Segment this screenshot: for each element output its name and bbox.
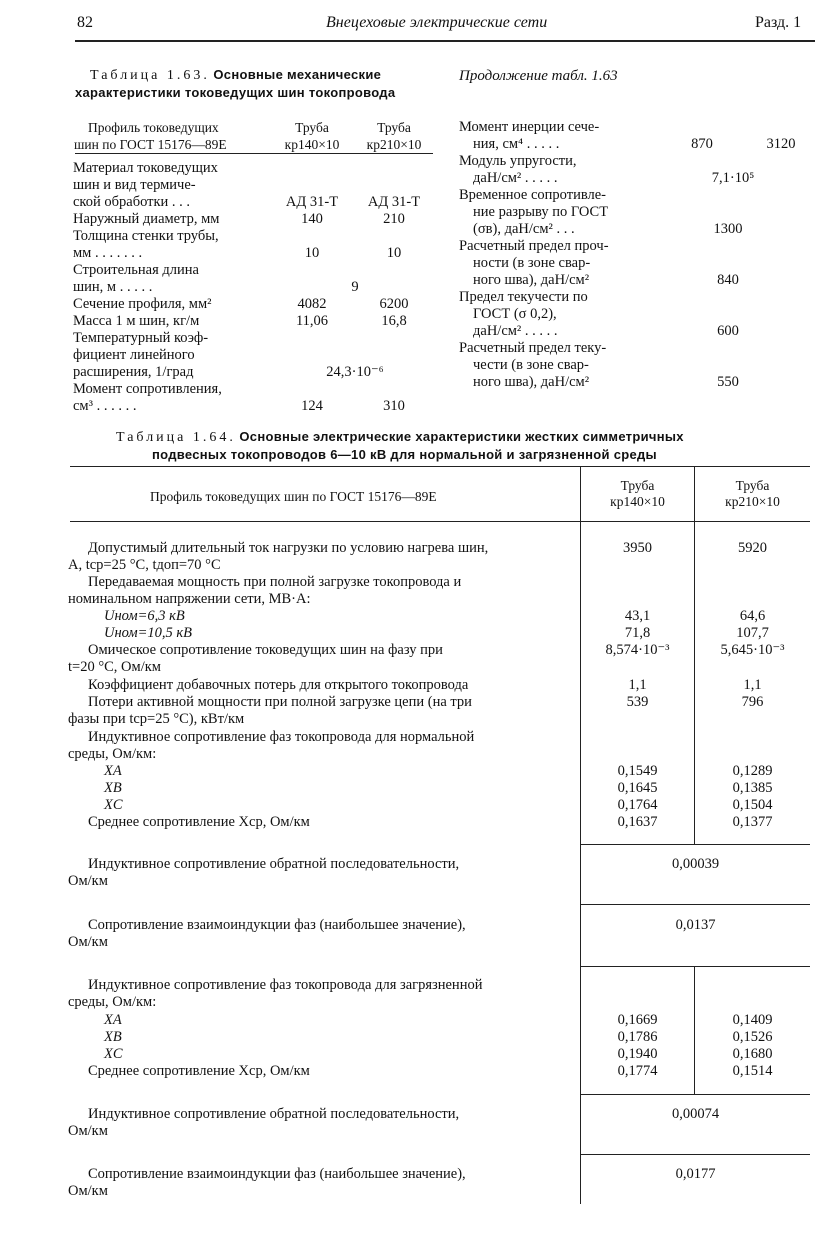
table164-row-label: XA [104,1012,122,1028]
table164-cell: 3950 [623,540,652,556]
table163-cell: 870 [691,136,713,152]
table164-row-label: Среднее сопротивление Xср, Ом/км [88,814,310,830]
table164-cell: 1,1 [628,677,647,693]
table163-cell: 24,3·10⁻⁶ [326,364,384,380]
table164-cell: 71,8 [624,625,651,641]
table164-cell: 0,1940 [617,1046,658,1062]
table163-row-label: Момент инерции сече- ния, см⁴ . . . . . [459,119,600,152]
table164-cell: 0,0137 [675,917,716,933]
table164-hline [580,1094,810,1095]
table164-row-label: XB [104,780,122,796]
table164-row-label: Uном=6,3 кВ [104,608,185,624]
table164-row-label: Индуктивное сопротивление обратной последовательности, Ом/км [68,1106,460,1139]
table164-cell: 0,1669 [617,1012,658,1028]
table163-cell: 11,06 [295,313,329,329]
table163-cell: 124 [301,398,323,414]
table163-row-label: Момент сопротивления, см³ . . . . . . [73,381,222,414]
table164-cell: 0,1549 [617,763,658,779]
table163-cell: 9 [351,279,359,295]
table164-cell: 5,645·10⁻³ [720,642,785,658]
table164-cell: 0,1385 [732,780,773,796]
table164-caption: Таблица 1.64. Основные электрические характеристики жестких симметричных [116,429,684,445]
table164-cell: 0,1289 [732,763,773,779]
table164-cell: 0,1774 [617,1063,658,1079]
table163-cell: 1300 [713,221,743,237]
table164-row-label: Индуктивное сопротивление обратной последовательности, Ом/км [68,856,460,889]
table164-head-col2: Труба кр210×10 [725,478,780,509]
table164-row-label: Сопротивление взаимоиндукции фаз (наибольшее значение), Ом/км [68,1166,466,1199]
running-title: Внецеховые электрические сети [326,14,548,31]
table163-cell: 10 [304,245,320,261]
table163-row-label: Толщина стенки трубы, мм . . . . . . . [73,228,219,261]
table164-cell: 0,1786 [617,1029,658,1045]
table164-row-label: Коэффициент добавочных потерь для открытого токопровода [88,677,469,693]
table163-cell: АД 31-Т [367,194,421,210]
table164-cell: 0,1645 [617,780,658,796]
table163-cell: 6200 [379,296,409,312]
table164-row-label: Индуктивное сопротивление фаз токопровода для нормальной среды, Ом/км: [68,729,475,762]
table163-cell: 840 [717,272,739,288]
table164-row-label: Сопротивление взаимоиндукции фаз (наибольшее значение), Ом/км [68,917,466,950]
table164-row-label: XC [104,1046,123,1062]
table163-cell: 10 [386,245,402,261]
table163-row-label: Наружный диаметр, мм [73,211,220,227]
table164-cell: 1,1 [743,677,762,693]
table163-cell: 7,1·10⁵ [711,170,755,186]
table163-head-col2: Труба кр210×10 [366,120,422,152]
table164-cell: 64,6 [739,608,766,624]
table164-cell: 0,0177 [675,1166,716,1182]
table163-cell: 600 [717,323,739,339]
table164-row-label: XB [104,1029,122,1045]
table164-cell: 0,1514 [732,1063,773,1079]
table163-continuation-caption: Продолжение табл. 1.63 [459,68,618,84]
table164-cell: 0,1504 [732,797,773,813]
table164-cell: 796 [741,694,764,710]
table164-cell: 0,00039 [671,856,720,872]
table163-row-label: Температурный коэф- фициент линейного расширения, 1/град [73,330,209,380]
table164-head-profile: Профиль токоведущих шин по ГОСТ 15176—89Е [150,489,437,504]
table164-head-rule [70,521,810,522]
table163-row-label: Материал токоведущих шин и вид термиче- ской обработки . . . [73,160,218,210]
page-number: 82 [77,14,93,31]
table164-hline [580,966,810,967]
table163-head-rule [75,153,433,154]
table164-cell: 0,1409 [732,1012,773,1028]
table164-caption-line2: подвесных токопроводов 6—10 кВ для нормальной и загрязненной среды [152,447,657,462]
section-label: Разд. 1 [755,14,802,31]
table163-row-label: Расчетный предел проч- ности (в зоне свар- ного шва), даН/см² [459,238,609,288]
table164-head-col1: Труба кр140×10 [610,478,665,509]
table164-top-rule [70,466,810,467]
table163-cell: 3120 [766,136,796,152]
table163-head-profile: Профиль токоведущих шин по ГОСТ 15176—89Е [74,120,227,152]
table163-cell: 16,8 [381,313,407,329]
table164-row-label: Среднее сопротивление Xср, Ом/км [88,1063,310,1079]
table164-row-label: Потери активной мощности при полной загрузке цепи (на три фазы при tср=25 °С), кВт/км [68,694,472,727]
table164-cell: 0,1680 [732,1046,773,1062]
table164-row-label: Допустимый длительный ток нагрузки по условию нагрева шин, А, tср=25 °С, tдоп=70 °С [68,540,489,573]
table163-cell: 550 [717,374,739,390]
table164-cell: 0,1377 [732,814,773,830]
header-rule [75,40,815,42]
table163-row-label: Расчетный предел теку- чести (в зоне свар- ного шва), даН/см² [459,340,607,390]
table164-cell: 0,1764 [617,797,658,813]
table163-head-col1: Труба кр140×10 [284,120,340,152]
table164-cell: 107,7 [736,625,769,641]
table163-caption-line2: характеристики токоведущих шин токопровода [75,85,396,100]
table164-row-label: Передаваемая мощность при полной загрузке токопровода и номинальном напряжении сети, МВ·А: [68,574,462,607]
table163-cell: 4082 [297,296,327,312]
table164-cell: 0,1526 [732,1029,773,1045]
table164-row-label: Uном=10,5 кВ [104,625,193,641]
table164-cell: 8,574·10⁻³ [605,642,670,658]
table163-cell: 310 [383,398,405,414]
table164-cell: 0,1637 [617,814,658,830]
table164-hline [580,844,810,845]
table163-cell: 140 [301,211,323,227]
table164-cell: 539 [626,694,649,710]
table164-cell: 43,1 [624,608,651,624]
table163-cell: 210 [383,211,405,227]
table163-row-label: Сечение профиля, мм² [73,296,212,312]
table163-row-label: Предел текучести по ГОСТ (σ 0,2), даН/см² . . . . . [459,289,588,339]
table163-row-label: Временное сопротивле- ние разрыву по ГОСТ (σв), даН/см² . . . [459,187,609,237]
table164-row-label: Индуктивное сопротивление фаз токопровода для загрязненной среды, Ом/км: [68,977,483,1010]
table164-row-label: XA [104,763,122,779]
table164-row-label: Омическое сопротивление токоведущих шин на фазу при t=20 °С, Ом/км [68,642,443,675]
table164-cell: 5920 [738,540,767,556]
table163-row-label: Масса 1 м шин, кг/м [73,313,200,329]
table164-row-label: XC [104,797,123,813]
table163-cell: АД 31-Т [285,194,339,210]
table163-row-label: Модуль упругости, даН/см² . . . . . [459,153,577,186]
table164-cell: 0,00074 [671,1106,720,1122]
table163-caption: Таблица 1.63. Основные механические [90,67,382,83]
table163-row-label: Строительная длина шин, м . . . . . [73,262,199,295]
table164-hline [580,1154,810,1155]
table164-hline [580,904,810,905]
